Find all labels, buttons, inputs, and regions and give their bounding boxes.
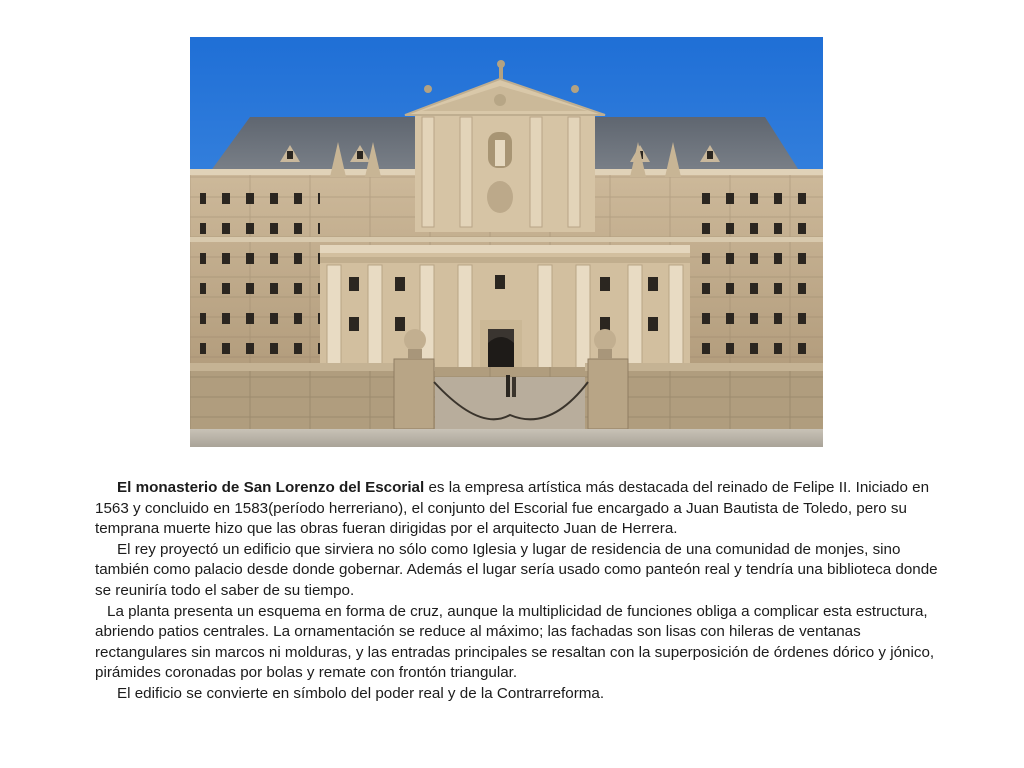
monastery-name: El monasterio de San Lorenzo del Escorial — [117, 479, 425, 496]
slide-text — [95, 478, 945, 705]
monastery-photo — [190, 37, 823, 447]
paragraph-1-text: es la empresa artística más destacada del reinado de Felipe II. Iniciado en 1563 y concluido en 1583(período herreriano), el conjunto del Escorial fue encargado a Juan Bautista de Toledo, pero su temprana muerte hizo que las obras fueran dirigidas por el arquitecto Juan de Herrera. — [95, 479, 930, 538]
paragraph-2: El rey proyectó un edificio que sirviera no sólo como Iglesia y lugar de residencia de una comunidad de monjes, sino también como palacio desde donde gobernar. Además el lugar sería usado como panteón real y tendría una biblioteca donde se reuniría todo el saber de su tiempo. — [95, 540, 938, 599]
paragraph-3: La planta presenta un esquema en forma de cruz, aunque la multiplicidad de funciones obliga a complicar esta estructura, abriendo patios centrales. La ornamentación se reduce al máximo; las fachadas son lisas con hileras de ventanas rectangulares sin marcos ni molduras, y las entradas principales se resaltan con la superposición de órdenes dórico y jónico, pirámides coronadas por bolas y remate con frontón triangular. — [95, 602, 935, 682]
paragraph-4: El edificio se convierte en símbolo del poder real y de la Contrarreforma. — [117, 684, 605, 702]
paragraph-1 — [95, 478, 945, 540]
